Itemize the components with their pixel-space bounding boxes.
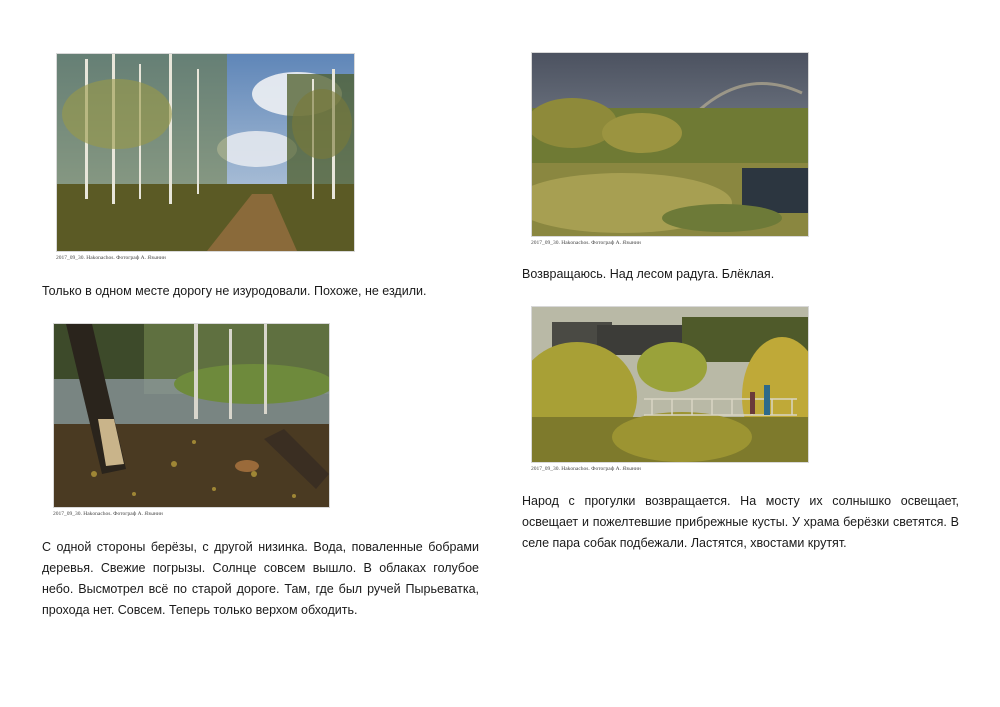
photo-caption: 2017_09_30. Hakonachos. Фотограф А. Язынин	[531, 240, 641, 246]
paragraph-beaver: С одной стороны берёзы, с другой низинка. Вода, поваленные бобрами деревья. Свежие погрызы. Солнце совсем вышло. В облаках голубое небо. Высмотрел всё по старой дороге. Там, где был ручей Пырьеватка, прохода нет. Совсем. Теперь только верхом обходить.	[42, 540, 479, 617]
photo-marsh-rainbow	[531, 52, 809, 237]
photo-caption: 2017_09_30. Hakonachos. Фотограф А. Язынин	[531, 466, 641, 472]
photo-beaver-lowland	[53, 323, 330, 508]
photo-caption: 2017_09_30. Hakonachos. Фотограф А. Язынин	[56, 255, 166, 261]
photo-caption: 2017_09_30. Hakonachos. Фотограф А. Язынин	[53, 511, 163, 517]
photo-birch-forest-road	[56, 53, 355, 252]
paragraph-rainbow: Возвращаюсь. Над лесом радуга. Блёклая.	[522, 267, 775, 281]
paragraph-road: Только в одном месте дорогу не изуродовали. Похоже, не ездили.	[42, 284, 427, 298]
paragraph-bridge: Народ с прогулки возвращается. На мосту их солнышко освещает, освещает и пожелтевшие прибрежные кусты. У храма берёзки светятся. В селе пара собак подбежали. Ластятся, хвостами крутят.	[522, 494, 959, 550]
photo-footbridge	[531, 306, 809, 463]
